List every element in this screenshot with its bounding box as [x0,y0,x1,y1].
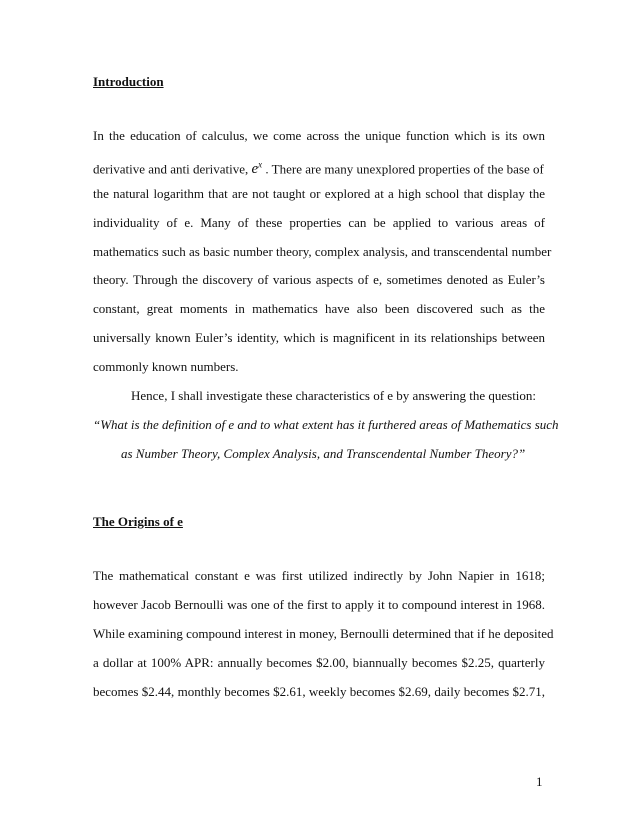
paragraph-line-with-formula [93,157,545,177]
paragraph-line: mathematics such as basic number theory, complex analysis, and transcendental number [93,244,552,259]
paragraph-line: the natural logarithm that are not taught or explored at a high school that display the [93,186,545,201]
paragraph-line: While examining compound interest in money, Bernoulli determined that if he deposited [93,626,554,641]
formula-base: e [251,161,259,178]
paragraph-line: becomes $2.44, monthly becomes $2.61, weekly becomes $2.69, daily becomes $2.71, [93,684,545,699]
paragraph-line: however Jacob Bernoulli was one of the first to apply it to compound interest in 1968. [93,597,545,612]
research-question-line2: as Number Theory, Complex Analysis, and Transcendental Number Theory?” [121,446,526,461]
formula-suffix: . There are many unexplored properties of the base of [265,161,544,177]
investigation-line: Hence, I shall investigate these characteristics of e by answering the question: [131,388,537,403]
page-number: 1 [536,774,543,789]
paragraph-line: constant, great moments in mathematics have also been discovered such as the [93,301,545,316]
paragraph-line: theory. Through the discovery of various aspects of e, sometimes denoted as Euler’s [93,272,545,287]
introduction-heading: Introduction [93,74,164,89]
origins-heading: The Origins of e [93,514,183,529]
paragraph-line: a dollar at 100% APR: annually becomes $2.00, biannually becomes $2.25, quarterly [93,655,545,670]
research-question-line1: “What is the definition of e and to what extent has it furthered areas of Mathematics such [93,417,559,432]
paragraph-line: In the education of calculus, we come across the unique function which is its own [93,128,545,143]
paragraph-line: commonly known numbers. [93,359,239,374]
paragraph-line: individuality of e. Many of these properties can be applied to various areas of [93,215,545,230]
formula-exponent: x [258,160,263,170]
formula-prefix: derivative and anti derivative, [93,161,249,177]
formula-e-power-x [251,161,262,176]
paragraph-line: The mathematical constant e was first utilized indirectly by John Napier in 1618; [93,568,545,583]
paragraph-line: universally known Euler’s identity, which is magnificent in its relationships between [93,330,545,345]
